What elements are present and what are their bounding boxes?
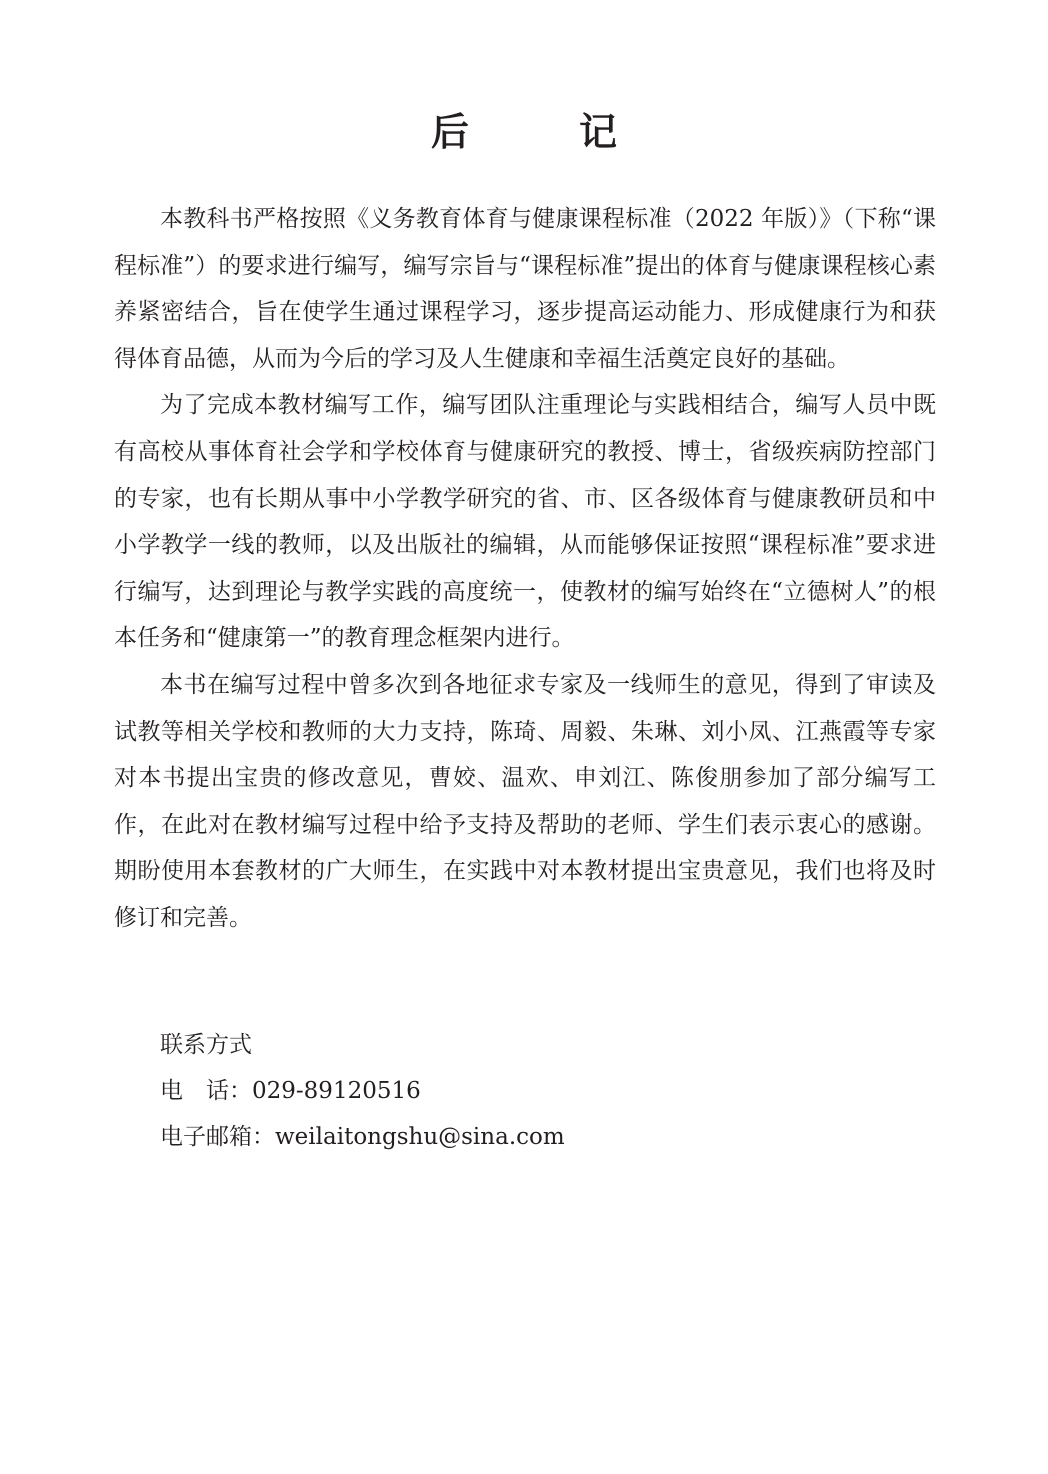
page-title: 后 记 <box>430 110 653 154</box>
paragraph: 本教科书严格按照《义务教育体育与健康课程标准（2022 年版）》（下称“课程标准”）的要求进行编写，编写宗旨与“课程标准”提出的体育与健康课程核心素养紧密结合，旨在使学生通过课程学习，逐步提高运动能力、形成健康行为和获得体育品德，从而为今后的学习及人生健康和幸福生活奠定良好的基础。 <box>114 206 936 372</box>
paragraph: 本书在编写过程中曾多次到各地征求专家及一线师生的意见，得到了审读及试教等相关学校和教师的大力支持，陈琦、周毅、朱琳、刘小凤、江燕霞等专家对本书提出宝贵的修改意见，曹姣、温欢、申刘江、陈俊朋参加了部分编写工作，在此对在教材编写过程中给予支持及帮助的老师、学生们表示衷心的感谢。期盼使用本套教材的广大师生，在实践中对本教材提出宝贵意见，我们也将及时修订和完善。 <box>114 671 936 931</box>
contact-info <box>160 1022 860 1160</box>
contact-heading: 联系方式 <box>160 1032 252 1058</box>
paragraph: 为了完成本教材编写工作，编写团队注重理论与实践相结合，编写人员中既有高校从事体育社会学和学校体育与健康研究的教授、博士，省级疾病防控部门的专家，也有长期从事中小学教学研究的省、市、区各级体育与健康教研员和中小学教学一线的教师，以及出版社的编辑，从而能够保证按照“课程标准”要求进行编写，达到理论与教学实践的高度统一，使教材的编写始终在“立德树人”的根本任务和“健康第一”的教育理念框架内进行。 <box>114 392 936 652</box>
afterword-body <box>114 196 936 942</box>
contact-email: 电子邮箱：weilaitongshu@sina.com <box>160 1124 565 1150</box>
contact-phone: 电 话：029-89120516 <box>160 1078 421 1104</box>
